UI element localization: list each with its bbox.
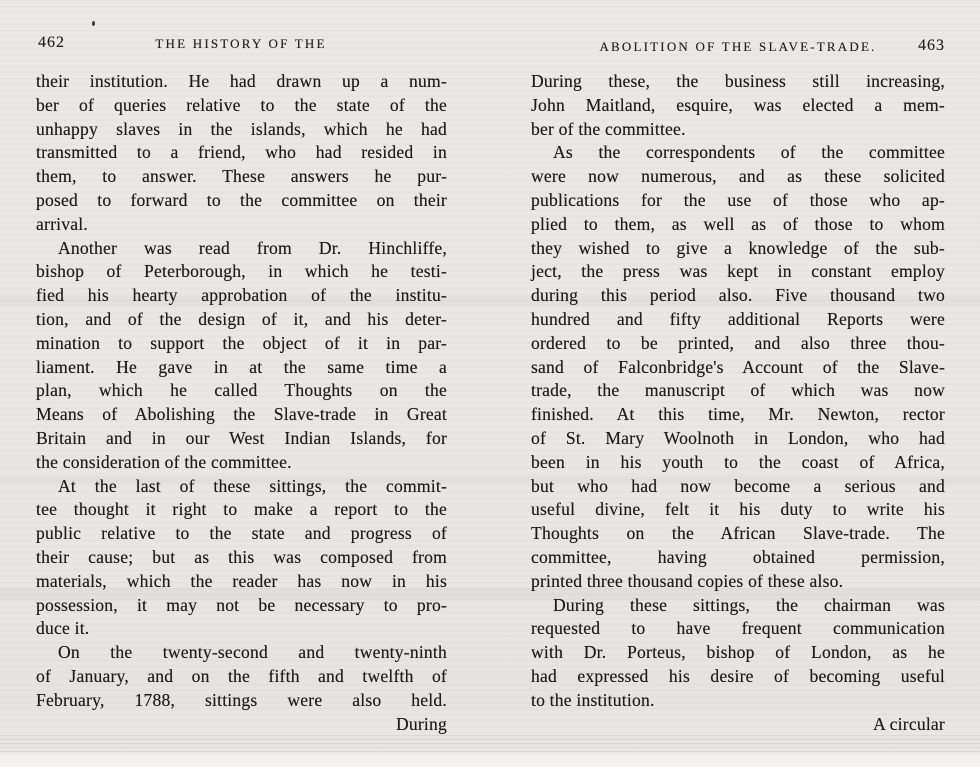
text-line: Another was read from Dr. Hinchliffe, (58, 237, 447, 258)
page-number-left: 462 (38, 34, 65, 51)
text-line: hundred and fifty additional Reports were (531, 308, 945, 329)
text-line: useful divine, felt it his duty to write his (531, 499, 945, 520)
text-line: finished. At this time, Mr. Newton, rector (531, 404, 945, 425)
text-line: requested to have frequent communication (531, 618, 945, 639)
text-line: arrival. (36, 213, 88, 234)
text-line: Thoughts on the African Slave-trade. The (531, 523, 945, 544)
page-number-right: 463 (918, 37, 945, 54)
text-line: to the institution. (531, 689, 655, 710)
text-line: During these sittings, the chairman was (553, 594, 945, 615)
text-line: public relative to the state and progress of (36, 523, 447, 544)
text-line: materials, which the reader has now in his (36, 570, 447, 591)
text-line: tee thought it right to make a report to the (36, 499, 447, 520)
text-line: publications for the use of those who ap- (531, 189, 945, 210)
text-line: but who had now become a serious and (531, 475, 945, 496)
right-text-column (531, 70, 945, 736)
right-page (490, 0, 980, 767)
left-text-column (36, 70, 447, 736)
text-line: tion, and of the design of it, and his deter- (36, 308, 447, 329)
left-page-header (36, 36, 446, 52)
text-line: Means of Abolishing the Slave-trade in Great (36, 404, 447, 425)
text-line: Britain and in our West Indian Islands, for (36, 427, 447, 448)
text-line: been in his youth to the coast of Africa, (531, 451, 945, 472)
text-line: John Maitland, esquire, was elected a mem- (531, 94, 945, 115)
text-line: bishop of Peterborough, in which he testi- (36, 261, 447, 282)
text-line: plied to them, as well as of those to whom (531, 213, 945, 234)
text-line: plan, which he called Thoughts on the (36, 380, 447, 401)
text-line: sand of Falconbridge's Account of the Slave- (531, 356, 945, 377)
text-line: possession, it may not be necessary to pro- (36, 594, 447, 615)
text-line: they wished to give a knowledge of the sub- (531, 237, 945, 258)
text-line: As the correspondents of the committee (553, 142, 945, 163)
text-line: ber of queries relative to the state of the (36, 94, 447, 115)
text-line: ordered to be printed, and also three thou- (531, 332, 945, 353)
text-line: their institution. He had drawn up a num- (36, 71, 447, 91)
text-line: posed to forward to the committee on their (36, 189, 447, 210)
catchword: During (395, 713, 447, 734)
text-line: were now numerous, and as these solicited (531, 166, 945, 187)
text-line: unhappy slaves in the islands, which he had (36, 118, 447, 139)
text-line: On the twenty-second and twenty-ninth (58, 642, 447, 663)
running-title-left: THE HISTORY OF THE (155, 36, 327, 51)
text-line: with Dr. Porteus, bishop of London, as he (531, 642, 945, 663)
text-line: had expressed his desire of becoming useful (531, 665, 945, 686)
running-title-right: ABOLITION OF THE SLAVE-TRADE. (599, 39, 877, 54)
text-line: mination to support the object of it in par- (36, 332, 447, 353)
text-line: trade, the manuscript of which was now (531, 380, 945, 401)
text-line: printed three thousand copies of these also. (531, 570, 844, 591)
text-line: them, to answer. These answers he pur- (36, 166, 447, 187)
text-line: transmitted to a friend, who had resided in (36, 142, 447, 163)
text-line: At the last of these sittings, the commit- (58, 475, 447, 496)
right-page-header (531, 39, 945, 55)
text-line: liament. He gave in at the same time a (36, 356, 447, 377)
text-line: fied his hearty approbation of the institu- (36, 285, 447, 306)
text-line: During these, the business still increasing, (531, 71, 945, 91)
text-line: ber of the committee. (531, 118, 686, 139)
text-line: during this period also. Five thousand two (531, 285, 945, 306)
text-line: February, 1788, sittings were also held. (36, 689, 447, 710)
text-line: duce it. (36, 618, 90, 639)
text-line: committee, having obtained permission, (531, 546, 945, 567)
text-line: ject, the press was kept in constant employ (531, 261, 945, 282)
text-line: their cause; but as this was composed from (36, 546, 447, 567)
text-line: the consideration of the committee. (36, 451, 292, 472)
text-line: of January, and on the fifth and twelfth of (36, 665, 447, 686)
catchword: A circular (873, 713, 945, 734)
text-line: of St. Mary Woolnoth in London, who had (531, 427, 945, 448)
